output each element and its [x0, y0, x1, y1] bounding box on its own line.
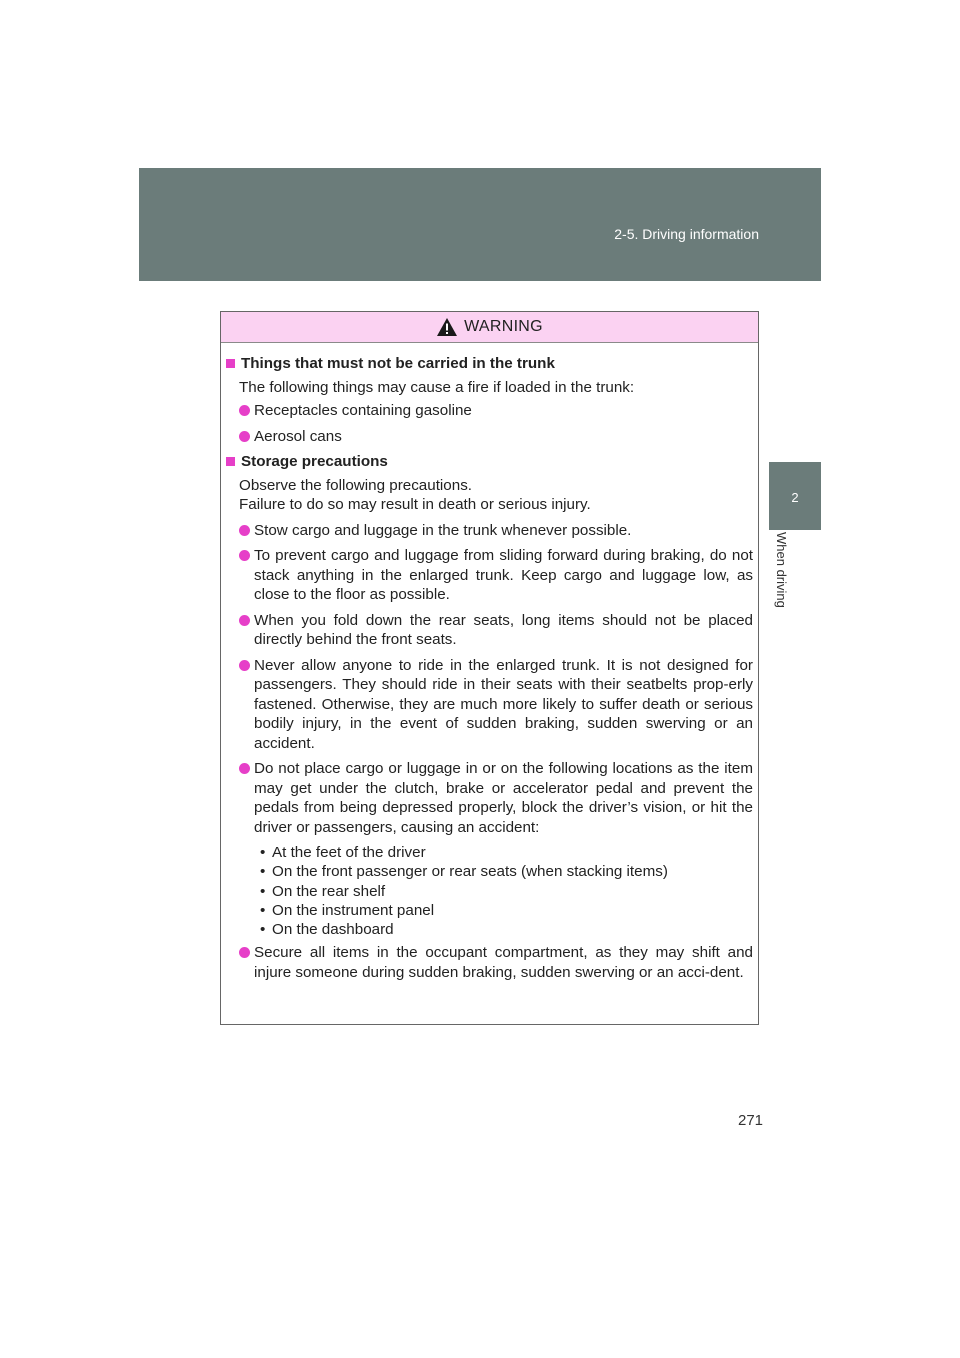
round-bullet-icon	[239, 615, 250, 626]
warning-header	[221, 312, 758, 343]
paragraph-line: Failure to do so may result in death or serious injury.	[239, 496, 591, 513]
section-heading-text: Things that must not be carried in the trunk	[241, 355, 555, 372]
list-item	[239, 401, 753, 421]
round-bullet-icon	[239, 947, 250, 958]
list-item	[239, 521, 753, 541]
section-heading-text: Storage precautions	[241, 453, 388, 470]
location-item: • On the rear shelf	[260, 882, 753, 901]
round-bullet-icon	[239, 550, 250, 561]
warning-box	[220, 311, 759, 1025]
round-bullet-icon	[239, 763, 250, 774]
location-item: • On the dashboard	[260, 920, 753, 939]
location-list	[260, 843, 753, 939]
list-item-text: Aerosol cans	[254, 427, 342, 445]
paragraph	[239, 476, 753, 515]
warning-body	[221, 343, 758, 982]
location-item: • At the feet of the driver	[260, 843, 753, 862]
list-item	[239, 427, 753, 447]
list-item	[239, 943, 753, 982]
chapter-number: 2	[791, 490, 799, 505]
list-item-text: Stow cargo and luggage in the trunk whenever possible.	[254, 521, 632, 539]
location-item: • On the instrument panel	[260, 901, 753, 920]
round-bullet-icon	[239, 405, 250, 416]
section-heading	[226, 452, 753, 472]
section-heading	[226, 354, 753, 374]
header-band	[139, 168, 821, 281]
round-bullet-icon	[239, 525, 250, 536]
warning-title: WARNING	[464, 318, 543, 335]
paragraph-line: Observe the following precautions.	[239, 476, 473, 494]
round-bullet-icon	[239, 660, 250, 671]
list-item	[239, 611, 753, 650]
list-item-text: Receptacles containing gasoline	[254, 402, 472, 419]
list-item	[239, 546, 753, 605]
square-marker-icon	[226, 457, 235, 466]
chapter-tab	[769, 462, 821, 530]
square-marker-icon	[226, 359, 235, 368]
warning-triangle-icon	[436, 317, 458, 337]
page-number: 271	[738, 1112, 764, 1129]
list-item	[239, 656, 753, 754]
list-item-text: Do not place cargo or luggage in or on the following locations as the item may get under the clutch, brake or accelerator pedal and prevent the pedals from being depressed properly, block the driver’s vision, or hit the driver or passengers, causing an accident:	[254, 760, 753, 836]
paragraph: The following things may cause a fire if loaded in the trunk:	[239, 378, 635, 396]
list-item-text: To prevent cargo and luggage from sliding forward during braking, do not stack anything in the enlarged trunk. Keep cargo and luggage low, as close to the floor as possible.	[254, 547, 753, 603]
list-item	[239, 759, 753, 837]
list-item-text: When you fold down the rear seats, long items should not be placed directly behind the front seats.	[254, 611, 753, 648]
round-bullet-icon	[239, 431, 250, 442]
location-item: • On the front passenger or rear seats (when stacking items)	[260, 862, 753, 881]
section-title: 2-5. Driving information	[614, 226, 759, 242]
list-item-text: Never allow anyone to ride in the enlarged trunk. It is not designed for passengers. They should ride in their seats with their seatbelts prop-erly fastened. Otherwise, they are much more likely to suffer death or serious bodily injury, in the event of sudden braking, sudden swerving or an accident.	[254, 656, 753, 752]
list-item-text: Secure all items in the occupant compartment, as they may shift and injure someone during sudden braking, sudden swerving or an acci-dent.	[254, 944, 753, 981]
chapter-label: When driving	[774, 532, 789, 608]
